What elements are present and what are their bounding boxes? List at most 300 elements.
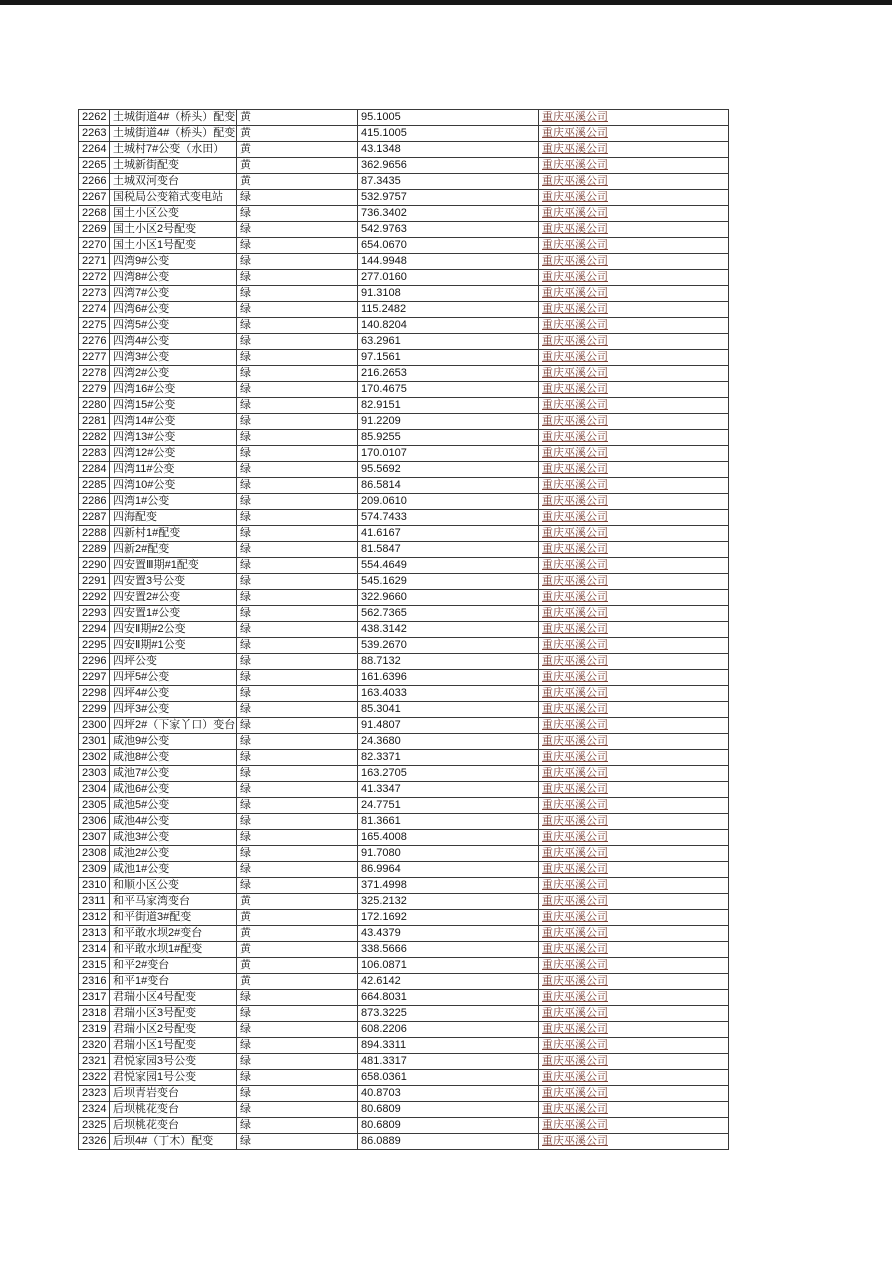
cell-company[interactable] [539,958,729,974]
cell-value[interactable]: 325.2132 [358,894,539,910]
cell-company[interactable] [539,1070,729,1086]
cell-station-name[interactable]: 四湾12#公变 [110,446,237,462]
cell-value[interactable]: 82.9151 [358,398,539,414]
cell-station-name[interactable]: 四湾8#公变 [110,270,237,286]
company-link[interactable]: 重庆巫溪公司 [542,351,608,363]
cell-row-id[interactable]: 2323 [79,1086,110,1102]
cell-company[interactable] [539,366,729,382]
cell-company[interactable] [539,894,729,910]
cell-company[interactable] [539,1022,729,1038]
cell-station-name[interactable]: 四湾13#公变 [110,430,237,446]
cell-value[interactable]: 86.9964 [358,862,539,878]
cell-value[interactable]: 91.2209 [358,414,539,430]
cell-row-id[interactable]: 2310 [79,878,110,894]
cell-row-id[interactable]: 2281 [79,414,110,430]
cell-station-name[interactable]: 咸池1#公变 [110,862,237,878]
cell-row-id[interactable]: 2283 [79,446,110,462]
cell-company[interactable] [539,654,729,670]
cell-value[interactable]: 562.7365 [358,606,539,622]
cell-company[interactable] [539,542,729,558]
cell-row-id[interactable]: 2326 [79,1134,110,1150]
company-link[interactable]: 重庆巫溪公司 [542,415,608,427]
cell-row-id[interactable]: 2309 [79,862,110,878]
cell-status-label[interactable]: 绿 [237,686,358,702]
cell-status-label[interactable]: 绿 [237,382,358,398]
cell-status-label[interactable]: 绿 [237,1118,358,1134]
cell-station-name[interactable]: 和平马家湾变台 [110,894,237,910]
cell-status-label[interactable]: 绿 [237,478,358,494]
cell-company[interactable] [539,318,729,334]
cell-station-name[interactable]: 和平敢水坝2#变台 [110,926,237,942]
cell-station-name[interactable]: 国税局公变箱式变电站 [110,190,237,206]
cell-status-label[interactable]: 绿 [237,430,358,446]
cell-company[interactable] [539,878,729,894]
cell-company[interactable] [539,430,729,446]
cell-value[interactable]: 43.4379 [358,926,539,942]
company-link[interactable]: 重庆巫溪公司 [542,239,608,251]
cell-value[interactable]: 80.6809 [358,1102,539,1118]
company-link[interactable]: 重庆巫溪公司 [542,735,608,747]
company-link[interactable]: 重庆巫溪公司 [542,335,608,347]
cell-value[interactable]: 86.0889 [358,1134,539,1150]
cell-status-label[interactable]: 绿 [237,830,358,846]
cell-station-name[interactable]: 土城街道4#（桥头）配变 [110,126,237,142]
cell-station-name[interactable]: 四湾1#公变 [110,494,237,510]
cell-station-name[interactable]: 咸池3#公变 [110,830,237,846]
company-link[interactable]: 重庆巫溪公司 [542,975,608,987]
cell-station-name[interactable]: 四海配变 [110,510,237,526]
cell-row-id[interactable]: 2262 [79,110,110,126]
cell-company[interactable] [539,158,729,174]
cell-row-id[interactable]: 2271 [79,254,110,270]
company-link[interactable]: 重庆巫溪公司 [542,687,608,699]
cell-company[interactable] [539,526,729,542]
company-link[interactable]: 重庆巫溪公司 [542,367,608,379]
cell-status-label[interactable]: 绿 [237,1038,358,1054]
cell-status-label[interactable]: 绿 [237,1102,358,1118]
cell-company[interactable] [539,1118,729,1134]
company-link[interactable]: 重庆巫溪公司 [542,1087,608,1099]
company-link[interactable]: 重庆巫溪公司 [542,479,608,491]
cell-station-name[interactable]: 四安置3号公变 [110,574,237,590]
cell-status-label[interactable]: 绿 [237,510,358,526]
cell-value[interactable]: 106.0871 [358,958,539,974]
cell-company[interactable] [539,766,729,782]
cell-company[interactable] [539,350,729,366]
cell-station-name[interactable]: 后坝4#（丁木）配变 [110,1134,237,1150]
cell-value[interactable]: 172.1692 [358,910,539,926]
cell-company[interactable] [539,174,729,190]
cell-row-id[interactable]: 2318 [79,1006,110,1022]
cell-row-id[interactable]: 2312 [79,910,110,926]
cell-status-label[interactable]: 绿 [237,190,358,206]
company-link[interactable]: 重庆巫溪公司 [542,751,608,763]
cell-company[interactable] [539,334,729,350]
cell-row-id[interactable]: 2314 [79,942,110,958]
cell-row-id[interactable]: 2316 [79,974,110,990]
cell-status-label[interactable]: 绿 [237,1070,358,1086]
cell-status-label[interactable]: 黄 [237,126,358,142]
cell-status-label[interactable]: 绿 [237,254,358,270]
cell-row-id[interactable]: 2299 [79,702,110,718]
company-link[interactable]: 重庆巫溪公司 [542,127,608,139]
cell-station-name[interactable]: 四新村1#配变 [110,526,237,542]
cell-value[interactable]: 82.3371 [358,750,539,766]
cell-row-id[interactable]: 2276 [79,334,110,350]
cell-row-id[interactable]: 2272 [79,270,110,286]
company-link[interactable]: 重庆巫溪公司 [542,111,608,123]
cell-row-id[interactable]: 2320 [79,1038,110,1054]
cell-company[interactable] [539,814,729,830]
cell-row-id[interactable]: 2292 [79,590,110,606]
cell-company[interactable] [539,510,729,526]
cell-station-name[interactable]: 和顺小区公变 [110,878,237,894]
cell-company[interactable] [539,638,729,654]
cell-value[interactable]: 481.3317 [358,1054,539,1070]
company-link[interactable]: 重庆巫溪公司 [542,383,608,395]
cell-company[interactable] [539,222,729,238]
cell-value[interactable]: 163.4033 [358,686,539,702]
company-link[interactable]: 重庆巫溪公司 [542,607,608,619]
cell-value[interactable]: 608.2206 [358,1022,539,1038]
company-link[interactable]: 重庆巫溪公司 [542,927,608,939]
company-link[interactable]: 重庆巫溪公司 [542,463,608,475]
cell-value[interactable]: 545.1629 [358,574,539,590]
company-link[interactable]: 重庆巫溪公司 [542,1071,608,1083]
cell-row-id[interactable]: 2308 [79,846,110,862]
cell-station-name[interactable]: 四坪5#公变 [110,670,237,686]
cell-status-label[interactable]: 黄 [237,942,358,958]
cell-station-name[interactable]: 四湾10#公变 [110,478,237,494]
cell-station-name[interactable]: 君悦家园1号公变 [110,1070,237,1086]
company-link[interactable]: 重庆巫溪公司 [542,991,608,1003]
cell-company[interactable] [539,1038,729,1054]
cell-status-label[interactable]: 绿 [237,1006,358,1022]
cell-station-name[interactable]: 咸池5#公变 [110,798,237,814]
cell-station-name[interactable]: 君瑞小区3号配变 [110,1006,237,1022]
company-link[interactable]: 重庆巫溪公司 [542,799,608,811]
cell-company[interactable] [539,846,729,862]
cell-row-id[interactable]: 2304 [79,782,110,798]
cell-station-name[interactable]: 和平1#变台 [110,974,237,990]
cell-row-id[interactable]: 2265 [79,158,110,174]
company-link[interactable]: 重庆巫溪公司 [542,911,608,923]
cell-value[interactable]: 42.6142 [358,974,539,990]
cell-value[interactable]: 91.3108 [358,286,539,302]
cell-value[interactable]: 95.5692 [358,462,539,478]
cell-status-label[interactable]: 绿 [237,414,358,430]
company-link[interactable]: 重庆巫溪公司 [542,863,608,875]
company-link[interactable]: 重庆巫溪公司 [542,431,608,443]
cell-station-name[interactable]: 后坝青岩变台 [110,1086,237,1102]
cell-station-name[interactable]: 四安置2#公变 [110,590,237,606]
cell-value[interactable]: 161.6396 [358,670,539,686]
cell-station-name[interactable]: 四湾4#公变 [110,334,237,350]
cell-row-id[interactable]: 2296 [79,654,110,670]
cell-status-label[interactable]: 绿 [237,446,358,462]
cell-status-label[interactable]: 绿 [237,318,358,334]
cell-value[interactable]: 654.0670 [358,238,539,254]
cell-value[interactable]: 40.8703 [358,1086,539,1102]
cell-row-id[interactable]: 2268 [79,206,110,222]
cell-company[interactable] [539,1006,729,1022]
cell-row-id[interactable]: 2322 [79,1070,110,1086]
cell-status-label[interactable]: 黄 [237,926,358,942]
cell-value[interactable]: 41.6167 [358,526,539,542]
company-link[interactable]: 重庆巫溪公司 [542,671,608,683]
cell-row-id[interactable]: 2317 [79,990,110,1006]
company-link[interactable]: 重庆巫溪公司 [542,1135,608,1147]
cell-station-name[interactable]: 咸池6#公变 [110,782,237,798]
cell-row-id[interactable]: 2307 [79,830,110,846]
cell-status-label[interactable]: 绿 [237,558,358,574]
cell-row-id[interactable]: 2286 [79,494,110,510]
cell-value[interactable]: 81.3661 [358,814,539,830]
cell-company[interactable] [539,718,729,734]
cell-company[interactable] [539,190,729,206]
cell-station-name[interactable]: 四新2#配变 [110,542,237,558]
cell-row-id[interactable]: 2290 [79,558,110,574]
cell-status-label[interactable]: 绿 [237,862,358,878]
cell-station-name[interactable]: 咸池2#公变 [110,846,237,862]
cell-value[interactable]: 338.5666 [358,942,539,958]
cell-value[interactable]: 362.9656 [358,158,539,174]
cell-status-label[interactable]: 绿 [237,334,358,350]
cell-company[interactable] [539,926,729,942]
cell-value[interactable]: 86.5814 [358,478,539,494]
cell-value[interactable]: 87.3435 [358,174,539,190]
cell-row-id[interactable]: 2263 [79,126,110,142]
cell-row-id[interactable]: 2287 [79,510,110,526]
cell-station-name[interactable]: 土城街道4#（桥头）配变 [110,110,237,126]
cell-station-name[interactable]: 四安置1#公变 [110,606,237,622]
company-link[interactable]: 重庆巫溪公司 [542,287,608,299]
cell-row-id[interactable]: 2325 [79,1118,110,1134]
cell-station-name[interactable]: 国土小区2号配变 [110,222,237,238]
cell-status-label[interactable]: 绿 [237,622,358,638]
cell-company[interactable] [539,990,729,1006]
cell-value[interactable]: 144.9948 [358,254,539,270]
company-link[interactable]: 重庆巫溪公司 [542,1103,608,1115]
cell-row-id[interactable]: 2264 [79,142,110,158]
cell-value[interactable]: 216.2653 [358,366,539,382]
cell-station-name[interactable]: 和平街道3#配变 [110,910,237,926]
cell-status-label[interactable]: 绿 [237,670,358,686]
cell-value[interactable]: 542.9763 [358,222,539,238]
company-link[interactable]: 重庆巫溪公司 [542,943,608,955]
company-link[interactable]: 重庆巫溪公司 [542,495,608,507]
cell-status-label[interactable]: 绿 [237,766,358,782]
cell-row-id[interactable]: 2267 [79,190,110,206]
cell-company[interactable] [539,302,729,318]
company-link[interactable]: 重庆巫溪公司 [542,159,608,171]
cell-row-id[interactable]: 2313 [79,926,110,942]
company-link[interactable]: 重庆巫溪公司 [542,223,608,235]
company-link[interactable]: 重庆巫溪公司 [542,303,608,315]
cell-status-label[interactable]: 绿 [237,238,358,254]
cell-status-label[interactable]: 绿 [237,606,358,622]
cell-status-label[interactable]: 绿 [237,734,358,750]
company-link[interactable]: 重庆巫溪公司 [542,815,608,827]
cell-row-id[interactable]: 2303 [79,766,110,782]
company-link[interactable]: 重庆巫溪公司 [542,959,608,971]
cell-station-name[interactable]: 君瑞小区2号配变 [110,1022,237,1038]
cell-station-name[interactable]: 土城双河变台 [110,174,237,190]
cell-company[interactable] [539,254,729,270]
cell-status-label[interactable]: 绿 [237,302,358,318]
cell-station-name[interactable]: 四湾16#公变 [110,382,237,398]
company-link[interactable]: 重庆巫溪公司 [542,1055,608,1067]
company-link[interactable]: 重庆巫溪公司 [542,655,608,667]
cell-company[interactable] [539,798,729,814]
cell-status-label[interactable]: 绿 [237,782,358,798]
company-link[interactable]: 重庆巫溪公司 [542,783,608,795]
cell-value[interactable]: 415.1005 [358,126,539,142]
cell-status-label[interactable]: 绿 [237,654,358,670]
cell-value[interactable]: 170.0107 [358,446,539,462]
company-link[interactable]: 重庆巫溪公司 [542,191,608,203]
cell-company[interactable] [539,574,729,590]
cell-value[interactable]: 574.7433 [358,510,539,526]
cell-value[interactable]: 91.4807 [358,718,539,734]
cell-row-id[interactable]: 2275 [79,318,110,334]
cell-station-name[interactable]: 和平敢水坝1#配变 [110,942,237,958]
cell-station-name[interactable]: 四湾6#公变 [110,302,237,318]
cell-value[interactable]: 81.5847 [358,542,539,558]
cell-status-label[interactable]: 绿 [237,814,358,830]
cell-status-label[interactable]: 绿 [237,798,358,814]
cell-value[interactable]: 165.4008 [358,830,539,846]
cell-station-name[interactable]: 君瑞小区4号配变 [110,990,237,1006]
cell-value[interactable]: 539.2670 [358,638,539,654]
cell-value[interactable]: 24.7751 [358,798,539,814]
company-link[interactable]: 重庆巫溪公司 [542,895,608,907]
cell-status-label[interactable]: 绿 [237,990,358,1006]
cell-row-id[interactable]: 2302 [79,750,110,766]
cell-status-label[interactable]: 黄 [237,110,358,126]
cell-company[interactable] [539,942,729,958]
cell-station-name[interactable]: 四湾15#公变 [110,398,237,414]
cell-row-id[interactable]: 2311 [79,894,110,910]
cell-company[interactable] [539,686,729,702]
cell-station-name[interactable]: 咸池7#公变 [110,766,237,782]
cell-company[interactable] [539,110,729,126]
cell-row-id[interactable]: 2293 [79,606,110,622]
cell-row-id[interactable]: 2273 [79,286,110,302]
cell-station-name[interactable]: 四坪公变 [110,654,237,670]
cell-company[interactable] [539,462,729,478]
cell-station-name[interactable]: 四安Ⅱ期#2公变 [110,622,237,638]
company-link[interactable]: 重庆巫溪公司 [542,447,608,459]
cell-row-id[interactable]: 2289 [79,542,110,558]
cell-station-name[interactable]: 君瑞小区1号配变 [110,1038,237,1054]
cell-value[interactable]: 277.0160 [358,270,539,286]
cell-status-label[interactable]: 绿 [237,270,358,286]
cell-value[interactable]: 170.4675 [358,382,539,398]
cell-company[interactable] [539,446,729,462]
cell-company[interactable] [539,734,729,750]
cell-station-name[interactable]: 土城新街配变 [110,158,237,174]
cell-status-label[interactable]: 绿 [237,1134,358,1150]
cell-station-name[interactable]: 四湾2#公变 [110,366,237,382]
cell-row-id[interactable]: 2297 [79,670,110,686]
cell-station-name[interactable]: 国土小区1号配变 [110,238,237,254]
company-link[interactable]: 重庆巫溪公司 [542,1023,608,1035]
cell-station-name[interactable]: 咸池4#公变 [110,814,237,830]
cell-value[interactable]: 95.1005 [358,110,539,126]
company-link[interactable]: 重庆巫溪公司 [542,767,608,779]
cell-company[interactable] [539,606,729,622]
cell-row-id[interactable]: 2269 [79,222,110,238]
cell-company[interactable] [539,126,729,142]
cell-company[interactable] [539,398,729,414]
cell-station-name[interactable]: 四湾14#公变 [110,414,237,430]
cell-status-label[interactable]: 黄 [237,142,358,158]
cell-status-label[interactable]: 绿 [237,638,358,654]
cell-value[interactable]: 209.0610 [358,494,539,510]
cell-status-label[interactable]: 绿 [237,526,358,542]
cell-company[interactable] [539,238,729,254]
cell-value[interactable]: 115.2482 [358,302,539,318]
cell-status-label[interactable]: 绿 [237,1054,358,1070]
cell-row-id[interactable]: 2280 [79,398,110,414]
company-link[interactable]: 重庆巫溪公司 [542,207,608,219]
company-link[interactable]: 重庆巫溪公司 [542,1119,608,1131]
cell-status-label[interactable]: 绿 [237,462,358,478]
cell-station-name[interactable]: 后坝桃花变台 [110,1118,237,1134]
company-link[interactable]: 重庆巫溪公司 [542,319,608,331]
cell-value[interactable]: 322.9660 [358,590,539,606]
cell-row-id[interactable]: 2285 [79,478,110,494]
cell-company[interactable] [539,1054,729,1070]
cell-row-id[interactable]: 2300 [79,718,110,734]
cell-station-name[interactable]: 君悦家园3号公变 [110,1054,237,1070]
cell-status-label[interactable]: 绿 [237,846,358,862]
cell-company[interactable] [539,974,729,990]
cell-station-name[interactable]: 四安置Ⅲ期#1配变 [110,558,237,574]
company-link[interactable]: 重庆巫溪公司 [542,255,608,267]
cell-status-label[interactable]: 绿 [237,590,358,606]
cell-company[interactable] [539,142,729,158]
cell-row-id[interactable]: 2277 [79,350,110,366]
cell-station-name[interactable]: 后坝桃花变台 [110,1102,237,1118]
cell-company[interactable] [539,830,729,846]
cell-company[interactable] [539,702,729,718]
cell-company[interactable] [539,622,729,638]
cell-value[interactable]: 873.3225 [358,1006,539,1022]
cell-station-name[interactable]: 土城村7#公变（水田） [110,142,237,158]
cell-company[interactable] [539,1102,729,1118]
cell-station-name[interactable]: 四坪4#公变 [110,686,237,702]
company-link[interactable]: 重庆巫溪公司 [542,879,608,891]
cell-row-id[interactable]: 2282 [79,430,110,446]
cell-company[interactable] [539,782,729,798]
cell-status-label[interactable]: 黄 [237,158,358,174]
cell-value[interactable]: 438.3142 [358,622,539,638]
cell-status-label[interactable]: 绿 [237,286,358,302]
cell-station-name[interactable]: 四湾11#公变 [110,462,237,478]
company-link[interactable]: 重庆巫溪公司 [542,847,608,859]
cell-status-label[interactable]: 黄 [237,174,358,190]
cell-row-id[interactable]: 2266 [79,174,110,190]
company-link[interactable]: 重庆巫溪公司 [542,719,608,731]
cell-status-label[interactable]: 绿 [237,494,358,510]
company-link[interactable]: 重庆巫溪公司 [542,1039,608,1051]
company-link[interactable]: 重庆巫溪公司 [542,703,608,715]
cell-value[interactable]: 97.1561 [358,350,539,366]
cell-company[interactable] [539,590,729,606]
cell-station-name[interactable]: 咸池9#公变 [110,734,237,750]
